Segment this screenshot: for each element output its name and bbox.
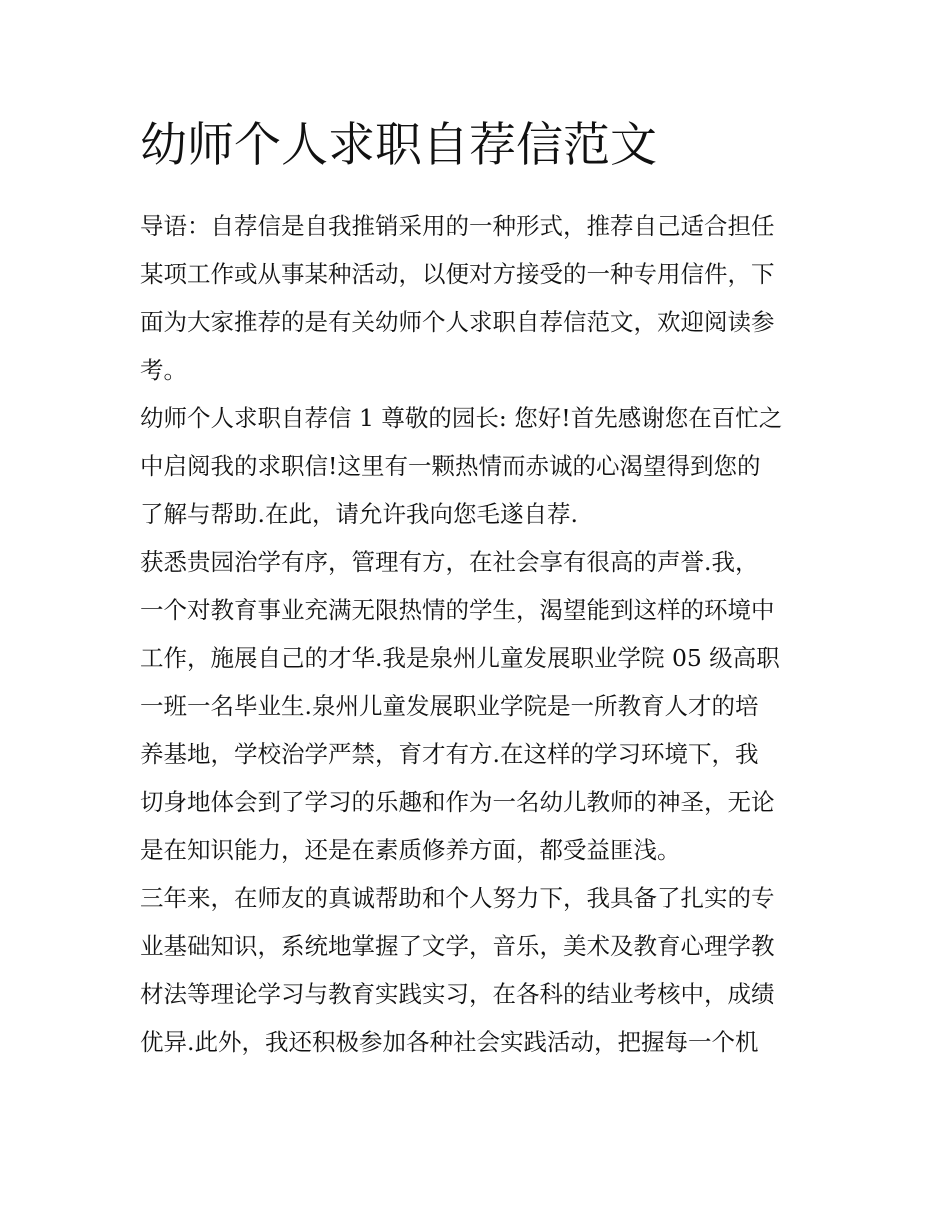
text-line: 养基地，学校治学严禁，育才有方.在这样的学习环境下，我 [140, 740, 759, 768]
page-title: 幼师个人求职自荐信范文 [140, 118, 657, 173]
text-line: 幼师个人求职自荐信 1 尊敬的园长: 您好!首先感谢您在百忙之 [140, 404, 783, 432]
text-line: 业基础知识，系统地掌握了文学，音乐，美术及教育心理学教 [140, 932, 775, 960]
text-line: 工作，施展自己的才华.我是泉州儿童发展职业学院 05 级高职 [140, 644, 780, 672]
text-line: 优异.此外，我还积极参加各种社会实践活动，把握每一个机 [140, 1028, 759, 1056]
text-line: 切身地体会到了学习的乐趣和作为一名幼儿教师的神圣，无论 [140, 788, 775, 816]
text-line: 导语：自荐信是自我推销采用的一种形式，推荐自己适合担任 [140, 212, 775, 240]
text-line: 获悉贵园治学有序，管理有方，在社会享有很高的声誉.我， [140, 548, 759, 576]
text-line: 某项工作或从事某种活动，以便对方接受的一种专用信件，下 [140, 260, 775, 288]
document-body [140, 202, 820, 1066]
text-line: 中启阅我的求职信!这里有一颗热情而赤诚的心渴望得到您的 [140, 452, 761, 480]
text-line: 一个对教育事业充满无限热情的学生，渴望能到这样的环境中 [140, 596, 775, 624]
text-line: 了解与帮助.在此，请允许我向您毛遂自荐. [140, 500, 578, 528]
text-line: 三年来，在师友的真诚帮助和个人努力下，我具备了扎实的专 [140, 884, 775, 912]
text-line: 一班一名毕业生.泉州儿童发展职业学院是一所教育人才的培 [140, 692, 759, 720]
text-line: 面为大家推荐的是有关幼师个人求职自荐信范文，欢迎阅读参 [140, 308, 775, 336]
text-line: 是在知识能力，还是在素质修养方面，都受益匪浅。 [140, 836, 681, 864]
text-line: 考。 [140, 356, 187, 384]
text-line: 材法等理论学习与教育实践实习，在各科的结业考核中，成绩 [140, 980, 775, 1008]
